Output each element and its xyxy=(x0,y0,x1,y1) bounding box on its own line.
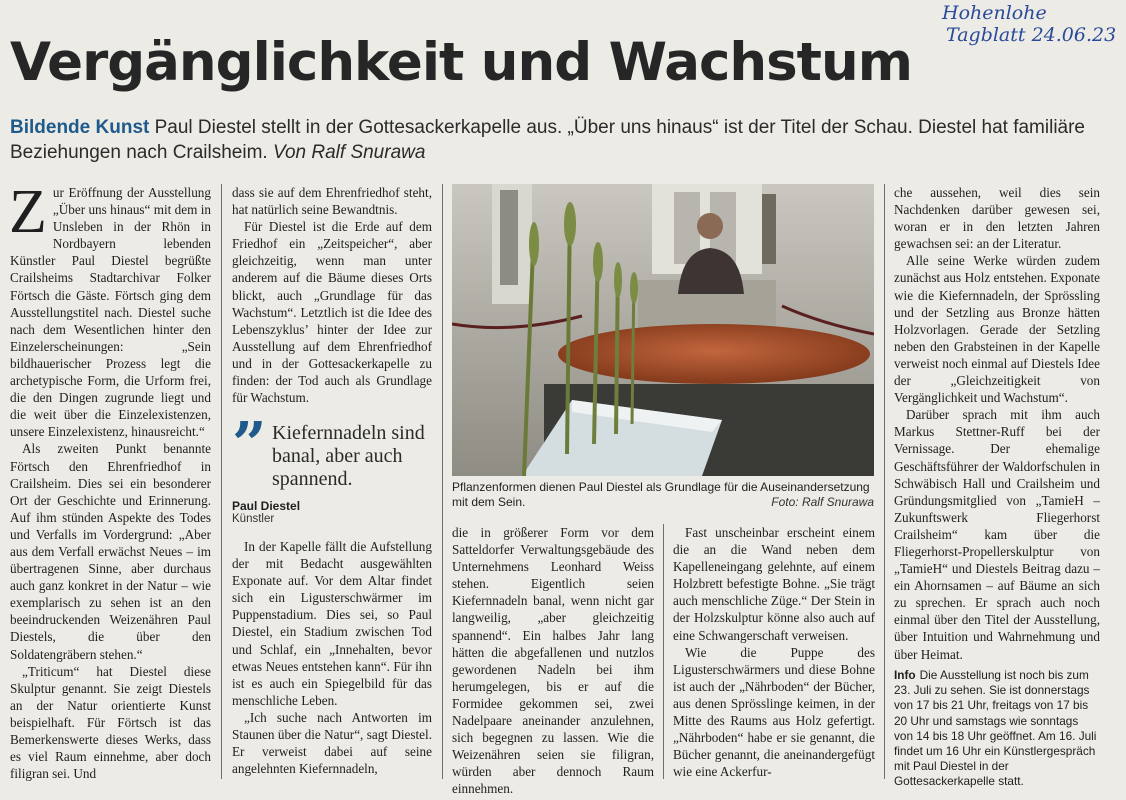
paragraph: dass sie auf dem Ehrenfriedhof steht, hat natürlich seine Bewandtnis. xyxy=(232,185,432,218)
paragraph: Für Diestel ist die Erde auf dem Friedhof ein „Zeitspeicher“, aber gleichzeitig, wenn man unter anderem auf die Bäume dieses Orts blickt, auch „Grundlage für das Wachstum“. Letztlich ist die Idee des Lebenszyklus’ hinter der Idee zur Ausstellung auf dem Ehrenfriedhof und in der Gottesackerkapelle zu finden: der Tod auch als Grundlage für Wachstum. xyxy=(232,219,432,406)
pull-quote xyxy=(232,410,432,525)
article-column-1 xyxy=(9,178,211,782)
paragraph: Fast unscheinbar erscheint einem die an die Wand neben dem Kapelleneingang gelehnte, auf einem Holzbrett befestigte Bohne. „Sie trägt auch menschliche Züge.“ Der Stein in der Holzskulptur könne also auch auf eine Schwangerschaft verweisen. xyxy=(673,525,875,643)
column-rule xyxy=(884,184,885,779)
paragraph: Als zweiten Punkt benannte Förtsch den Ehrenfriedhof in Crailsheim. Dies sei ein besonderer Ort der Geschichte und Erinnerung. Auf ihm stünden Aspekte des Todes und Verfalls im Vordergrund: „Aber aus dem Verfall erwächst Neues – im übertragenen Sinne, aber durchaus auch ganz konkret in der Natur – wie exemplarisch zu sehen ist an den beeindruckenden Weizenähren Paul Diestels, die über den Soldatengräbern stehen.“ xyxy=(10,441,211,662)
column-rule xyxy=(221,184,222,779)
handwritten-line-2: Tagblatt 24.06.23 xyxy=(946,24,1117,46)
photo-credit: Foto: Ralf Snurawa xyxy=(771,495,874,509)
paragraph: „Triticum“ hat Diestel diese Skulptur genannt. Sie zeigt Diestels an der Natur orientierte Kunst beispielhaft. Für Förtsch ist das Bemerkenswerte dieses Werks, dass es viel Raum einnehme, aber doch filigran sei. Und xyxy=(10,663,211,782)
column-rule xyxy=(442,184,443,779)
article-lead xyxy=(10,115,1090,165)
paragraph: Darüber sprach mit ihm auch Markus Stettner-Ruff bei der Vernissage. Der ehemalige Geschäftsführer der Waldorfschulen in Schwäbisch Hall und Crailsheim und Gründungsmitglied von „TamieH – Zukunftswerk Fliegerhorst Crailsheim“ kam über die Fliegerhorst-Propellerskulptur von „TamieH“ und Diestels Beitrag dazu – ein Ahornsamen – auf Bäume an sich zu sprechen. Er sprach auch noch einmal über den Titel der Ausstellung, über Intuition und Wahrnehmung und über Heimat. xyxy=(894,407,1100,662)
article-column-2 xyxy=(232,184,432,406)
quote-author: Paul Diestel xyxy=(232,499,301,513)
paragraph: die in größerer Form vor dem Satteldorfer Verwaltungsgebäude des Unternehmens Leonhard Weiss stehen. Eigentlich seien Kiefernnadeln banal, wenn nicht gar langweilig, „aber gleichzeitig spannend“. Ein halbes Jahr lang hätten die abgefallenen und nutzlos gewordenen Nadeln bei ihm herumgelegen, bis er auf die Formidee gekommen sei, zwei Nadelpaare aneinander anzulehnen, sich begegnen zu lassen. Wie die Weizenähren seien sie filigran, würden aber dennoch Raum einnehmen. xyxy=(452,525,654,797)
quote-text: Kiefernnadeln sind banal, aber auch spannend. xyxy=(272,422,425,490)
drop-cap: Z xyxy=(9,178,47,246)
info-label: Info xyxy=(894,668,916,682)
article-column-3 xyxy=(452,524,654,798)
paragraph: ur Eröffnung der Ausstellung „Über uns hinaus“ mit dem in Unsleben in der Rhön in Nordbayern lebenden Künstler Paul Diestel begrüßte Crailsheims Stadtarchivar Folker Förtsch die Gäste. Förtsch ging dem Ausstellungstitel nach. Diestel suche nach dem Wesentlichen hinter den Einzelerscheinungen: „Sein bildhauerischer Prozess legt die archetypische Form, die Urform frei, die den Dingen zugrunde liegt und die weit über die Einzelexistenzen, unsere Einzelexistenz, hinausreicht.“ xyxy=(10,185,211,440)
article-column-4 xyxy=(673,524,875,780)
paragraph: che aussehen, weil dies sein Nachdenken darüber gewesen sei, woran er in den letzten Jahren gewachsen sei: an der Literatur. xyxy=(894,185,1100,252)
lead-kicker: Bildende Kunst xyxy=(10,117,150,138)
handwritten-line-1: Hohenlohe xyxy=(942,2,1047,24)
photo-caption xyxy=(452,480,874,510)
info-box xyxy=(894,668,1100,790)
article-photo xyxy=(452,184,874,476)
lead-text: Paul Diestel stellt in der Gottesackerkapelle aus. „Über uns hinaus“ ist der Titel der Schau. Diestel hat familiäre Beziehungen nach Crailsheim. xyxy=(10,117,1086,163)
paragraph: „Ich suche nach Antworten im Staunen über die Natur“, sagt Diestel. Er verweist dabei auf seine angelehnten Kiefernnadeln, xyxy=(232,709,432,777)
article-column-5 xyxy=(894,184,1100,663)
quote-mark-icon: ” xyxy=(232,410,267,480)
article-column-2-continued xyxy=(232,538,432,777)
lead-author: Von Ralf Snurawa xyxy=(273,142,426,163)
handwritten-source-note xyxy=(942,2,1122,46)
column-rule xyxy=(663,524,664,779)
chapel-sculpture-photo xyxy=(452,184,874,476)
paragraph: In der Kapelle fällt die Aufstellung der mit Bedacht ausgewählten Exponate auf. Vor dem Altar findet sich ein Ligusterschwärmer im Puppenstadium. Dies sei, so Paul Diestel, ein Stadium zwischen Tod und Schlaf, ein „Innehalten, bevor etwas Neues entstehen kann“. Für ihn ist es auch ein Spiegelbild für das menschliche Leben. xyxy=(232,539,432,708)
paragraph: Alle seine Werke würden zudem zunächst aus Holz entstehen. Exponate wie die Kiefernnadeln, der Sprössling und der Setzling aus Bronze hätten Holzvorlagen. Gerade der Setzling neben den Grabsteinen in der Kapelle verweist noch einmal auf Diestels Idee der „Gleichzeitigkeit von Vergänglichkeit und Wachstum“. xyxy=(894,253,1100,406)
caption-text: Pflanzenformen dienen Paul Diestel als Grundlage für die Auseinandersetzung mit dem Sein. xyxy=(452,480,870,509)
info-text: Die Ausstellung ist noch bis zum 23. Juli zu sehen. Sie ist donnerstags von 17 bis 21 Uhr, freitags von 17 bis 20 Uhr und samstags wie sonntags von 14 bis 18 Uhr geöffnet. Am 16. Juli findet um 16 Uhr ein Künstlergespräch mit Paul Diestel in der Gottesackerkapelle statt. xyxy=(894,668,1097,789)
quote-author-role: Künstler xyxy=(232,513,275,525)
article-headline: Vergänglichkeit und Wachstum xyxy=(10,32,912,93)
paragraph: Wie die Puppe des Ligusterschwärmers und diese Bohne ist auch der „Nährboden“ der Bücher, aus denen Sprösslinge keimen, in der Mitte des Raums aus Holz gefertigt. „Nährboden“ habe er sie genannt, die Bücher genannt, die aneinandergefügt wie eine Ackerfur- xyxy=(673,644,875,780)
